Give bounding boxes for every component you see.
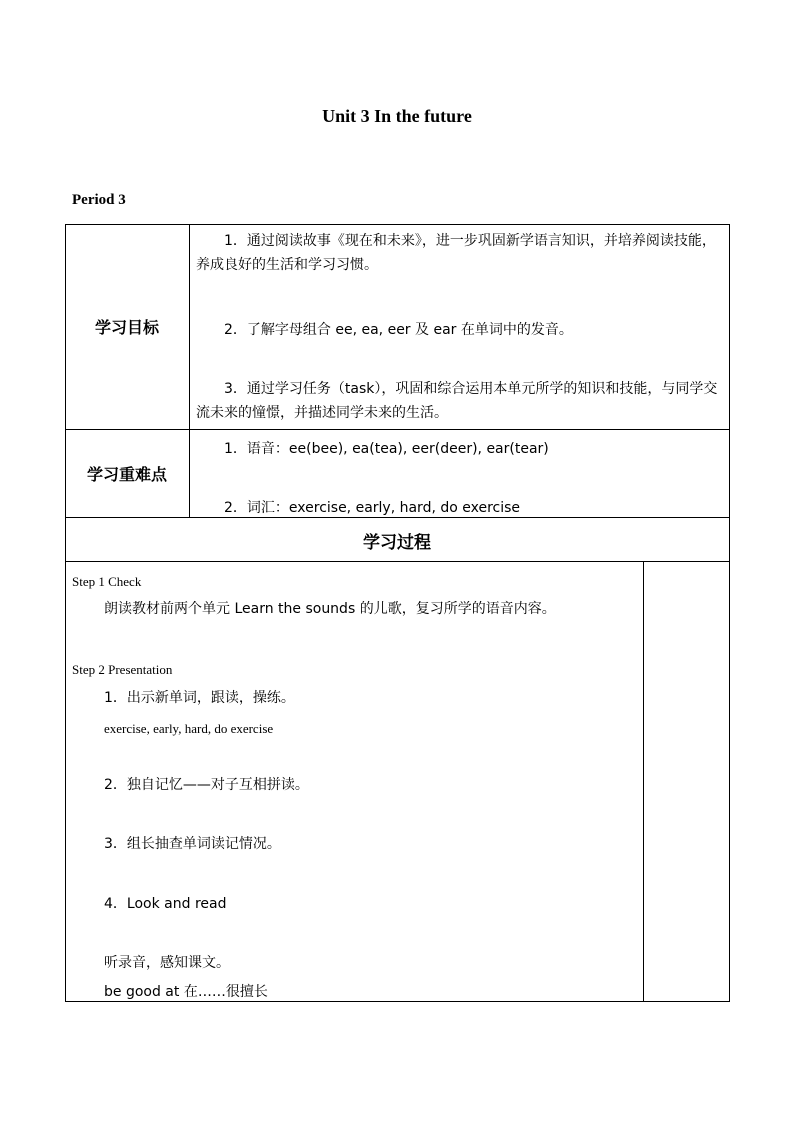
- process-title: 学习过程: [363, 533, 431, 553]
- step2-title: Step 2 Presentation: [72, 662, 173, 677]
- document-title: Unit 3 In the future: [322, 106, 472, 126]
- step2-item-6: be good at 在……很擅长: [104, 984, 268, 1000]
- table-divider-1: [65, 429, 730, 430]
- step2-item-2: 2．独自记忆——对子互相拼读。: [104, 777, 309, 793]
- period-label: Period 3: [72, 192, 126, 208]
- step2-item-3: 3．组长抽查单词读记情况。: [104, 836, 281, 852]
- key-point-item-2: 2．词汇：exercise, early, hard, do exercise: [224, 500, 521, 516]
- objective-item-3: 3．通过学习任务（task），巩固和综合运用本单元所学的知识和技能，与同学交流未来的憧憬，并描述同学未来的生活。: [196, 381, 718, 421]
- table-process-divider: [643, 561, 644, 1002]
- table-divider-3: [65, 561, 730, 562]
- table-border-right: [729, 224, 730, 1002]
- table-border-top: [65, 224, 730, 225]
- step2-item-words: exercise, early, hard, do exercise: [104, 721, 274, 736]
- step2-item-1: 1．出示新单词，跟读，操练。: [104, 690, 295, 706]
- objective-item-2: 2．了解字母组合 ee, ea, eer 及 ear 在单词中的发音。: [224, 322, 573, 338]
- step1-title: Step 1 Check: [72, 574, 142, 589]
- step2-item-4: 4．Look and read: [104, 896, 227, 912]
- step2-item-5: 听录音，感知课文。: [104, 955, 230, 971]
- key-points-label: 学习重难点: [86, 465, 167, 484]
- table-border-left: [65, 224, 66, 1002]
- objectives-label: 学习目标: [94, 318, 159, 337]
- table-label-divider: [189, 224, 190, 518]
- objective-item-1: 1．通过阅读故事《现在和未来》，进一步巩固新学语言知识，并培养阅读技能，养成良好的生活和学习习惯。: [196, 233, 716, 273]
- key-point-item-1: 1．语音：ee(bee), ea(tea), eer(deer), ear(tear): [224, 441, 549, 457]
- step1-text: 朗读教材前两个单元 Learn the sounds 的儿歌，复习所学的语音内容。: [104, 601, 556, 617]
